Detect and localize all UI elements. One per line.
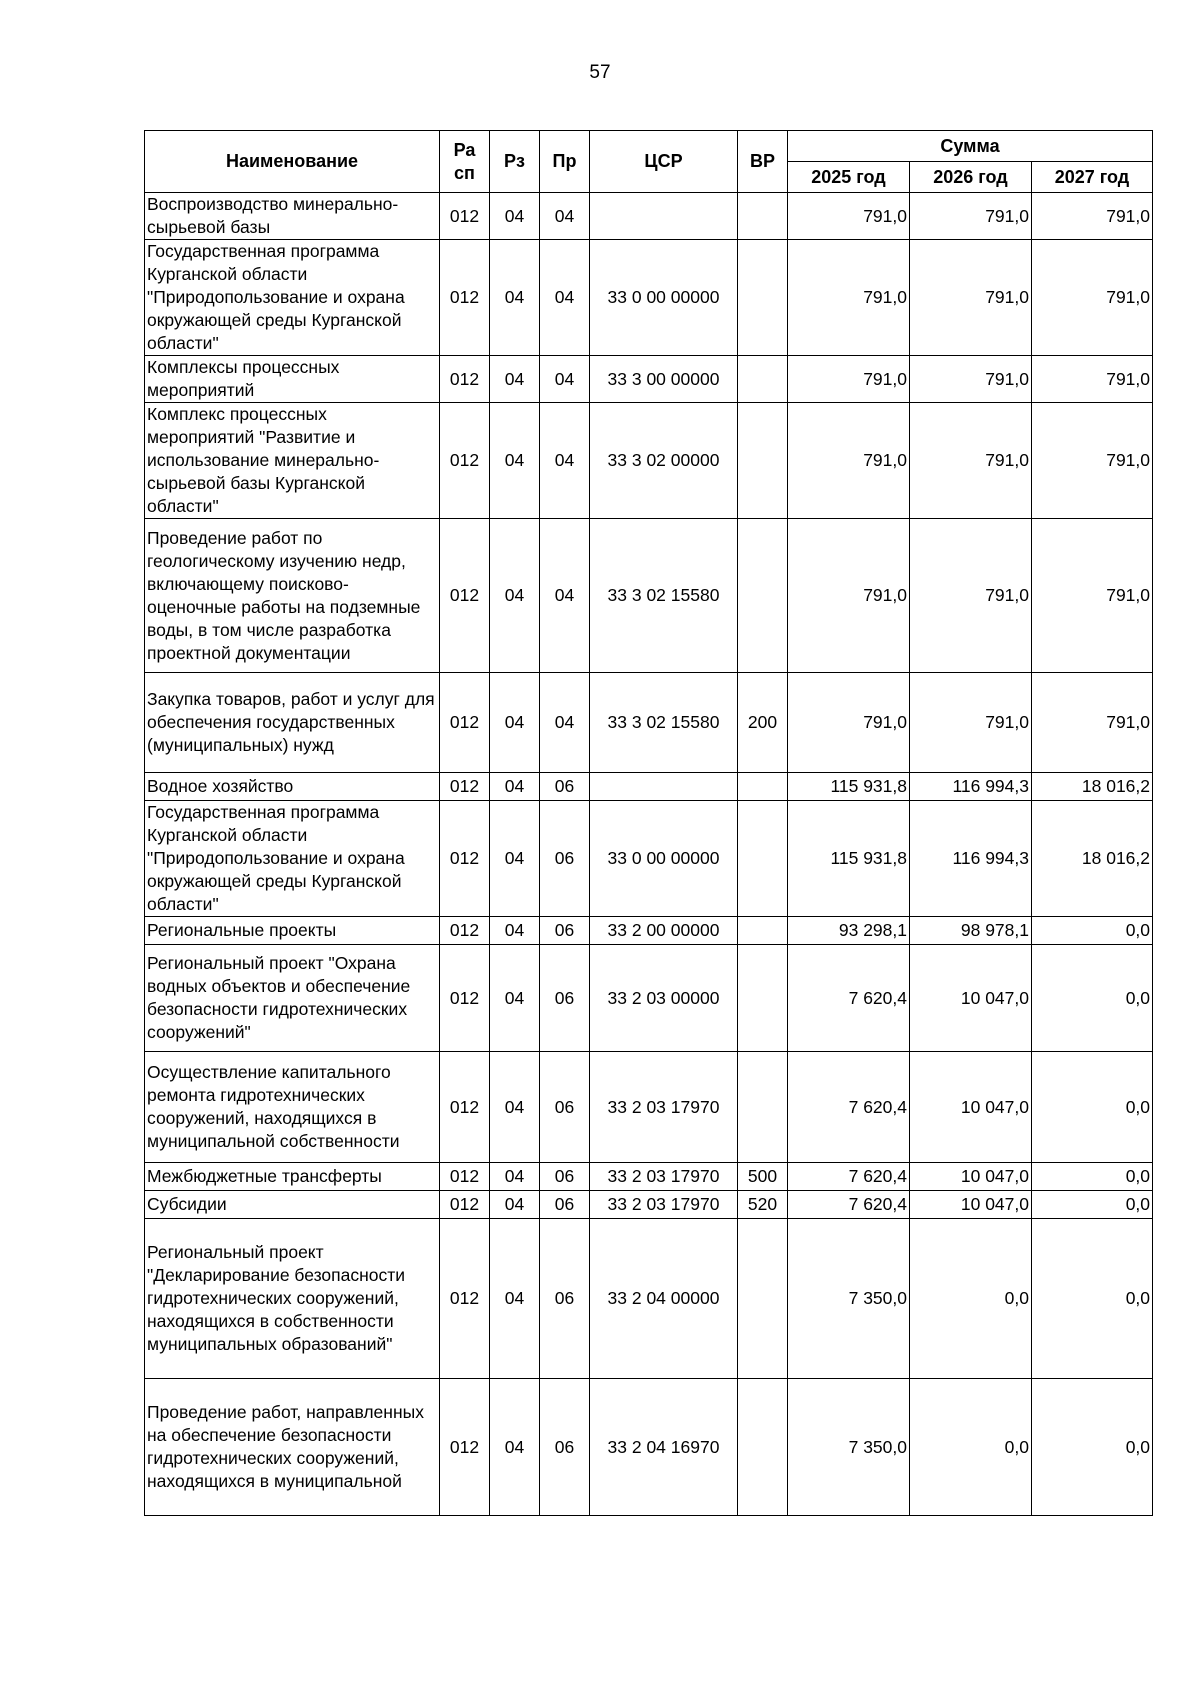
cell-csr: 33 2 04 16970 xyxy=(590,1379,738,1516)
cell-sum-2026: 791,0 xyxy=(910,519,1032,673)
cell-vr xyxy=(738,945,788,1052)
cell-sum-2027: 0,0 xyxy=(1032,1379,1153,1516)
cell-pr: 04 xyxy=(540,240,590,356)
cell-sum-2027: 18 016,2 xyxy=(1032,773,1153,801)
cell-vr xyxy=(738,1219,788,1379)
cell-vr xyxy=(738,801,788,917)
cell-rasp: 012 xyxy=(440,1052,490,1163)
cell-pr: 04 xyxy=(540,519,590,673)
cell-csr: 33 2 04 00000 xyxy=(590,1219,738,1379)
cell-sum-2026: 116 994,3 xyxy=(910,801,1032,917)
table-row xyxy=(145,801,1153,917)
cell-sum-2027: 0,0 xyxy=(1032,1191,1153,1219)
cell-csr xyxy=(590,193,738,240)
table-row xyxy=(145,673,1153,773)
header-pr: Пр xyxy=(540,131,590,193)
cell-rasp: 012 xyxy=(440,240,490,356)
cell-sum-2027: 791,0 xyxy=(1032,519,1153,673)
cell-csr: 33 0 00 00000 xyxy=(590,240,738,356)
cell-sum-2025: 7 620,4 xyxy=(788,1052,910,1163)
cell-rz: 04 xyxy=(490,240,540,356)
cell-rz: 04 xyxy=(490,356,540,403)
header-csr: ЦСР xyxy=(590,131,738,193)
budget-table xyxy=(144,130,1153,1516)
table-row xyxy=(145,773,1153,801)
cell-sum-2025: 7 620,4 xyxy=(788,1191,910,1219)
cell-name: Государственная программа Курганской области "Природопользование и охрана окружающей среды Курганской области" xyxy=(145,240,440,356)
cell-rasp: 012 xyxy=(440,1191,490,1219)
cell-sum-2027: 0,0 xyxy=(1032,945,1153,1052)
cell-rasp: 012 xyxy=(440,193,490,240)
cell-pr: 04 xyxy=(540,403,590,519)
cell-rz: 04 xyxy=(490,1379,540,1516)
cell-name: Проведение работ, направленных на обеспечение безопасности гидротехнических сооружений, находящихся в муниципальной xyxy=(145,1379,440,1516)
table-row xyxy=(145,403,1153,519)
cell-name: Закупка товаров, работ и услуг для обеспечения государственных (муниципальных) нужд xyxy=(145,673,440,773)
cell-name: Субсидии xyxy=(145,1191,440,1219)
cell-vr xyxy=(738,917,788,945)
cell-pr: 06 xyxy=(540,1219,590,1379)
cell-pr: 06 xyxy=(540,1163,590,1191)
cell-vr xyxy=(738,1052,788,1163)
cell-sum-2027: 0,0 xyxy=(1032,1052,1153,1163)
cell-name: Осуществление капитального ремонта гидротехнических сооружений, находящихся в муниципальной собственности xyxy=(145,1052,440,1163)
cell-csr: 33 2 03 17970 xyxy=(590,1052,738,1163)
cell-name: Государственная программа Курганской области "Природопользование и охрана окружающей среды Курганской области" xyxy=(145,801,440,917)
cell-sum-2026: 791,0 xyxy=(910,356,1032,403)
cell-pr: 04 xyxy=(540,193,590,240)
cell-rz: 04 xyxy=(490,1219,540,1379)
cell-pr: 06 xyxy=(540,1052,590,1163)
cell-rasp: 012 xyxy=(440,356,490,403)
table-row xyxy=(145,917,1153,945)
cell-sum-2027: 791,0 xyxy=(1032,240,1153,356)
cell-pr: 06 xyxy=(540,773,590,801)
cell-sum-2025: 115 931,8 xyxy=(788,801,910,917)
cell-vr: 200 xyxy=(738,673,788,773)
cell-vr: 500 xyxy=(738,1163,788,1191)
cell-sum-2025: 791,0 xyxy=(788,519,910,673)
cell-sum-2026: 10 047,0 xyxy=(910,1163,1032,1191)
cell-rz: 04 xyxy=(490,193,540,240)
cell-csr: 33 2 03 17970 xyxy=(590,1163,738,1191)
cell-sum-2026: 791,0 xyxy=(910,193,1032,240)
cell-name: Комплекс процессных мероприятий "Развитие и использование минерально-сырьевой базы Курганской области" xyxy=(145,403,440,519)
table-row xyxy=(145,1219,1153,1379)
cell-name: Межбюджетные трансферты xyxy=(145,1163,440,1191)
cell-rz: 04 xyxy=(490,773,540,801)
cell-sum-2025: 7 350,0 xyxy=(788,1379,910,1516)
cell-sum-2026: 791,0 xyxy=(910,403,1032,519)
cell-rasp: 012 xyxy=(440,917,490,945)
table-row xyxy=(145,240,1153,356)
cell-pr: 06 xyxy=(540,801,590,917)
cell-vr xyxy=(738,403,788,519)
cell-sum-2027: 791,0 xyxy=(1032,356,1153,403)
cell-pr: 06 xyxy=(540,917,590,945)
cell-csr: 33 3 02 15580 xyxy=(590,673,738,773)
cell-vr: 520 xyxy=(738,1191,788,1219)
cell-sum-2026: 791,0 xyxy=(910,240,1032,356)
table-row xyxy=(145,356,1153,403)
cell-sum-2026: 10 047,0 xyxy=(910,1052,1032,1163)
cell-name: Водное хозяйство xyxy=(145,773,440,801)
cell-rasp: 012 xyxy=(440,519,490,673)
cell-sum-2026: 0,0 xyxy=(910,1219,1032,1379)
cell-rz: 04 xyxy=(490,917,540,945)
table-row xyxy=(145,1163,1153,1191)
cell-csr: 33 2 00 00000 xyxy=(590,917,738,945)
cell-rz: 04 xyxy=(490,519,540,673)
cell-vr xyxy=(738,193,788,240)
cell-rasp: 012 xyxy=(440,1379,490,1516)
table-row xyxy=(145,1191,1153,1219)
cell-sum-2026: 10 047,0 xyxy=(910,1191,1032,1219)
cell-csr: 33 3 00 00000 xyxy=(590,356,738,403)
cell-name: Региональный проект "Охрана водных объектов и обеспечение безопасности гидротехнических сооружений" xyxy=(145,945,440,1052)
cell-sum-2026: 791,0 xyxy=(910,673,1032,773)
cell-name: Региональные проекты xyxy=(145,917,440,945)
header-name: Наименование xyxy=(145,131,440,193)
cell-csr: 33 3 02 15580 xyxy=(590,519,738,673)
cell-name: Воспроизводство минерально-сырьевой базы xyxy=(145,193,440,240)
cell-sum-2026: 10 047,0 xyxy=(910,945,1032,1052)
cell-pr: 06 xyxy=(540,1191,590,1219)
cell-vr xyxy=(738,240,788,356)
cell-sum-2027: 0,0 xyxy=(1032,1219,1153,1379)
cell-name: Региональный проект "Декларирование безопасности гидротехнических сооружений, находящихся в собственности муниципальных образований" xyxy=(145,1219,440,1379)
table-body xyxy=(145,193,1153,1516)
page-number: 57 xyxy=(589,62,611,83)
cell-rz: 04 xyxy=(490,801,540,917)
cell-rasp: 012 xyxy=(440,801,490,917)
cell-csr: 33 2 03 00000 xyxy=(590,945,738,1052)
table-row xyxy=(145,1052,1153,1163)
cell-csr: 33 3 02 00000 xyxy=(590,403,738,519)
cell-rz: 04 xyxy=(490,1191,540,1219)
header-vr: ВР xyxy=(738,131,788,193)
cell-sum-2025: 791,0 xyxy=(788,673,910,773)
table-row xyxy=(145,945,1153,1052)
header-year-2025: 2025 год xyxy=(788,162,910,193)
cell-pr: 06 xyxy=(540,1379,590,1516)
cell-rz: 04 xyxy=(490,1163,540,1191)
cell-sum-2027: 0,0 xyxy=(1032,1163,1153,1191)
cell-vr xyxy=(738,356,788,403)
cell-rz: 04 xyxy=(490,403,540,519)
cell-rz: 04 xyxy=(490,1052,540,1163)
cell-rz: 04 xyxy=(490,945,540,1052)
cell-csr: 33 2 03 17970 xyxy=(590,1191,738,1219)
cell-sum-2025: 115 931,8 xyxy=(788,773,910,801)
cell-sum-2026: 0,0 xyxy=(910,1379,1032,1516)
cell-sum-2027: 0,0 xyxy=(1032,917,1153,945)
cell-name: Комплексы процессных мероприятий xyxy=(145,356,440,403)
cell-rasp: 012 xyxy=(440,1163,490,1191)
table-row xyxy=(145,193,1153,240)
cell-sum-2027: 18 016,2 xyxy=(1032,801,1153,917)
cell-rasp: 012 xyxy=(440,1219,490,1379)
cell-sum-2027: 791,0 xyxy=(1032,403,1153,519)
header-rz: Рз xyxy=(490,131,540,193)
cell-pr: 06 xyxy=(540,945,590,1052)
cell-sum-2025: 791,0 xyxy=(788,403,910,519)
cell-sum-2026: 98 978,1 xyxy=(910,917,1032,945)
cell-sum-2025: 791,0 xyxy=(788,240,910,356)
header-sum: Сумма xyxy=(788,131,1153,162)
cell-sum-2027: 791,0 xyxy=(1032,673,1153,773)
cell-rz: 04 xyxy=(490,673,540,773)
cell-sum-2025: 7 620,4 xyxy=(788,1163,910,1191)
header-year-2026: 2026 год xyxy=(910,162,1032,193)
table-row xyxy=(145,519,1153,673)
cell-pr: 04 xyxy=(540,673,590,773)
cell-rasp: 012 xyxy=(440,673,490,773)
cell-rasp: 012 xyxy=(440,403,490,519)
cell-rasp: 012 xyxy=(440,773,490,801)
cell-sum-2025: 791,0 xyxy=(788,356,910,403)
cell-vr xyxy=(738,519,788,673)
cell-csr xyxy=(590,773,738,801)
header-rasp: Ра сп xyxy=(440,131,490,193)
cell-sum-2025: 7 620,4 xyxy=(788,945,910,1052)
cell-vr xyxy=(738,1379,788,1516)
cell-rasp: 012 xyxy=(440,945,490,1052)
cell-name: Проведение работ по геологическому изучению недр, включающему поисково-оценочные работы на подземные воды, в том числе разработка проектной документации xyxy=(145,519,440,673)
cell-sum-2026: 116 994,3 xyxy=(910,773,1032,801)
cell-sum-2025: 791,0 xyxy=(788,193,910,240)
header-year-2027: 2027 год xyxy=(1032,162,1153,193)
cell-sum-2027: 791,0 xyxy=(1032,193,1153,240)
table-row xyxy=(145,1379,1153,1516)
cell-pr: 04 xyxy=(540,356,590,403)
cell-sum-2025: 7 350,0 xyxy=(788,1219,910,1379)
cell-csr: 33 0 00 00000 xyxy=(590,801,738,917)
cell-vr xyxy=(738,773,788,801)
cell-sum-2025: 93 298,1 xyxy=(788,917,910,945)
